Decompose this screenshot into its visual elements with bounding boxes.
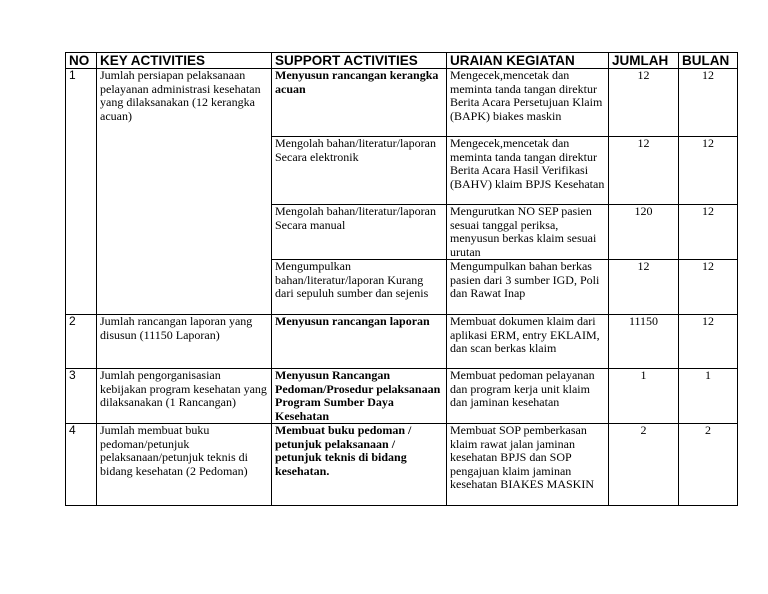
bulan-value: 12: [679, 260, 738, 315]
header-row: [66, 53, 738, 69]
row-number: 2: [66, 315, 97, 369]
support-activity: Menyusun Rancangan Pedoman/Prosedur pelaksanaan Program Sumber Daya Kesehatan: [272, 369, 447, 424]
jumlah-value: 2: [609, 424, 679, 506]
bulan-value: 12: [679, 315, 738, 369]
support-activity: Menyusun rancangan kerangka acuan: [272, 69, 447, 137]
activities-table: [65, 52, 738, 506]
header-support-activities: SUPPORT ACTIVITIES: [272, 53, 447, 69]
support-activity: Menyusun rancangan laporan: [272, 315, 447, 369]
table-row: [66, 69, 738, 137]
header-bulan: BULAN: [679, 53, 738, 69]
uraian-kegiatan: Mengumpulkan bahan berkas pasien dari 3 sumber IGD, Poli dan Rawat Inap: [447, 260, 609, 315]
jumlah-value: 120: [609, 205, 679, 260]
key-activity: Jumlah membuat buku pedoman/petunjuk pelaksanaan/petunjuk teknis di bidang kesehatan (2 Pedoman): [97, 424, 272, 506]
row-number: 4: [66, 424, 97, 506]
header-jumlah: JUMLAH: [609, 53, 679, 69]
support-activity: Membuat buku pedoman / petunjuk pelaksanaan / petunjuk teknis di bidang kesehatan.: [272, 424, 447, 506]
header-uraian-kegiatan: URAIAN KEGIATAN: [447, 53, 609, 69]
uraian-kegiatan: Mengecek,mencetak dan meminta tanda tangan direktur Berita Acara Hasil Verifikasi (BAHV) klaim BPJS Kesehatan: [447, 137, 609, 205]
bulan-value: 2: [679, 424, 738, 506]
jumlah-value: 12: [609, 137, 679, 205]
key-activity: Jumlah pengorganisasian kebijakan program kesehatan yang dilaksanakan (1 Rancangan): [97, 369, 272, 424]
table-row: [66, 369, 738, 424]
support-activity: Mengumpulkan bahan/literatur/laporan Kurang dari sepuluh sumber dan sejenis: [272, 260, 447, 315]
jumlah-value: 12: [609, 69, 679, 137]
key-activity: Jumlah persiapan pelaksanaan pelayanan administrasi kesehatan yang dilaksanakan (12 kerangka acuan): [97, 69, 272, 315]
header-key-activities: KEY ACTIVITIES: [97, 53, 272, 69]
uraian-kegiatan: Membuat SOP pemberkasan klaim rawat jalan jaminan kesehatan BPJS dan SOP pengajuan klaim jaminan kesehatan BIAKES MASKIN: [447, 424, 609, 506]
support-activity: Mengolah bahan/literatur/laporan Secara manual: [272, 205, 447, 260]
key-activity: Jumlah rancangan laporan yang disusun (11150 Laporan): [97, 315, 272, 369]
uraian-kegiatan: Mengurutkan NO SEP pasien sesuai tanggal periksa, menyusun berkas klaim sesuai urutan: [447, 205, 609, 260]
jumlah-value: 11150: [609, 315, 679, 369]
uraian-kegiatan: Mengecek,mencetak dan meminta tanda tangan direktur Berita Acara Persetujuan Klaim (BAPK) biakes maskin: [447, 69, 609, 137]
support-activity: Mengolah bahan/literatur/laporan Secara elektronik: [272, 137, 447, 205]
uraian-kegiatan: Membuat pedoman pelayanan dan program kerja unit klaim dan jaminan kesehatan: [447, 369, 609, 424]
table-row: [66, 424, 738, 506]
jumlah-value: 12: [609, 260, 679, 315]
jumlah-value: 1: [609, 369, 679, 424]
uraian-kegiatan: Membuat dokumen klaim dari aplikasi ERM, entry EKLAIM, dan scan berkas klaim: [447, 315, 609, 369]
bulan-value: 1: [679, 369, 738, 424]
bulan-value: 12: [679, 205, 738, 260]
row-number: 3: [66, 369, 97, 424]
header-no: NO: [66, 53, 97, 69]
table-row: [66, 315, 738, 369]
bulan-value: 12: [679, 137, 738, 205]
row-number: 1: [66, 69, 97, 315]
bulan-value: 12: [679, 69, 738, 137]
